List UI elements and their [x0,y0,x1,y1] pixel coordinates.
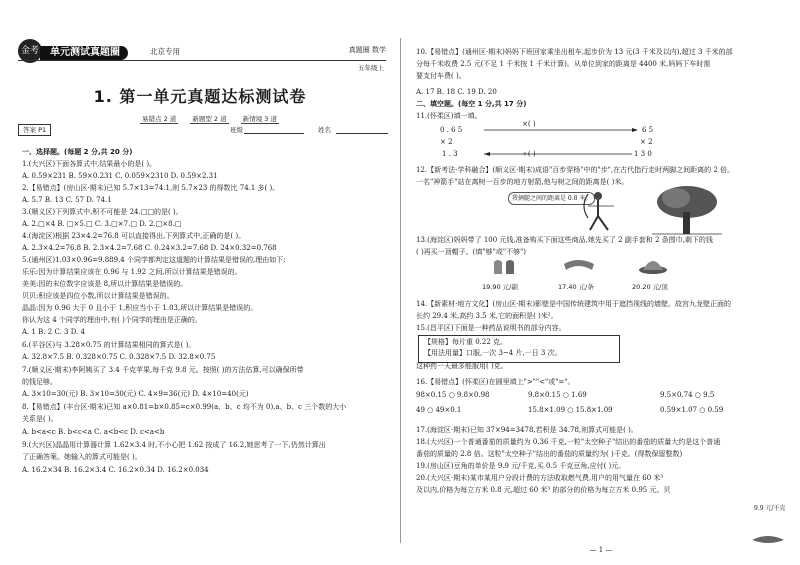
question-line: 美美:因的末位数字应该是 8,所以计算结果是错误的。 [22,280,188,288]
hat-icon [638,254,668,276]
question-line: A. b<a<c B. b<c<a C. a<b<c D. c<a<b [22,428,165,436]
section-heading: 一、选择题。(每题 2 分,共 20 分) [22,148,133,156]
question-line: 要支付车费( )。 [416,72,466,80]
hat-price: 20.20 元/顶 [632,283,668,291]
class-label: 班级 [230,126,243,134]
question-line: 4.(海淀区)根据 23×4.2=76.8 可以直接得出,下列算式中,正确的是( )。 [22,232,246,240]
question-line: 3.(顺义区)下列算式中,积不可能是 24.□□的是( )。 [22,208,183,216]
question-line: A. 17 B. 18 C. 19 D. 20 [416,88,497,96]
page-number: — 1 — [589,546,613,554]
question-line: A. 0.59×231 B. 59×0.231 C. 0.059×2310 D. 0.59×2.31 [22,172,218,180]
q16-item: 49 ○ 49×0.1 [416,406,462,414]
q11-row3-left: 1 . 3 [442,150,458,158]
question-line: 10.【易错点】(通州区·期末)妈妈下班回家乘坐出租车,起步价为 13 元(3 千米及以内),超过 3 千米的部 [416,48,733,56]
question-line: 番茄的质量的 2.8 倍。这粒"太空种子"结出的番茄的质量约为( )千克。(得数保留整数) [416,450,683,458]
question-line: 18.(大兴区)一个普通番茄的质量约为 0.36 千克,一粒"太空种子"结出的番茄的质量大约是这个普通 [416,438,721,446]
question-line: 了正确答案。她输入的算式可能是( )。 [22,453,142,461]
price-tag: 9.9 元/千克 [754,505,786,512]
question-line: 贝贝:积应该是四位小数,所以计算结果是错误的。 [22,292,174,300]
chili-pepper-icon [750,534,786,546]
q11-row2-left: × 2 [440,138,453,146]
question-line: 晶晶:因为 0.96 大于 0 且小于 1,积应当小于 1.03,所以计算结果是错误的。 [22,304,258,312]
student-info-row [18,124,388,136]
question-line: 19.(房山区)豆角的单价是 9.9 元/千克,买 0.5 千克豆角,应付( )元。 [416,462,626,470]
scarf-icon [562,256,596,276]
archer-figure-icon [580,190,620,232]
question-line: 12.【新考法·学科融合】(顺义区·期末)成语"百步穿杨"中的"步",在古代指行走时两脚之间距离的 2 倍。 [416,166,735,174]
section-heading: 二、填空题。(每空 1 分,共 17 分) [416,100,527,108]
question-line: 5.(通州区)1.03×0.96=9.889,4 个同学都判定这道题的计算结果是错误的,理由如下: [22,256,286,264]
question-line: 17.(海淀区·期末)已知 37×94=3478,若积是 34.78,则算式可能是( )。 [416,426,638,434]
series-label: 真题圈 数学 [348,46,386,54]
q11-row2-right: × 2 [640,138,653,146]
question-line: 关系是( )。 [22,415,58,423]
question-line: 的钱足够。 [22,378,57,386]
medicine-spec: 【规格】每片重 0.22 克。 [424,338,508,346]
question-line: 13.(海淀区)妈妈带了 100 元钱,准备购买下面这些商品,她先买了 2 副手套和 2 条围巾,剩下的钱 [416,236,713,244]
q11-row3-op: ÷( ) [522,150,536,158]
question-line: 2.【易错点】(房山区·期末)已知 5.7×13=74.1,则 5.7×23 的得数比 74.1 多( )。 [22,184,280,192]
q11-row1-right: 6 5 [642,126,654,134]
q16-item: 15.8×1.09 ○ 15.8×1.09 [528,406,613,414]
tag-item: 新题型 2 道 [192,115,227,123]
question-line: 9.(大兴区)晶晶用计算器计算 1.62×3.4 时,不小心把 1.62 按成了 16.2,她思考了一下,仍然计算出 [22,441,326,449]
right-column [402,0,800,565]
question-line: 乐乐:因为计算结果应该在 0.96 与 1.92 之间,所以计算结果是错误的。 [22,268,242,276]
q11-row3-right: 1 3 0 [634,150,652,158]
name-input-line[interactable] [336,133,388,134]
question-line: 20.(大兴区·期末)某市某用户分段计费的方法收取燃气费,用户的用气量在 60 米³ [416,474,664,482]
question-line: 长约 29.4 米,高约 3.5 米,它的面积是( )米²。 [416,312,558,320]
question-line: 分每千米收费 2.5 元(不足 1 千米按 1 千米计算)。从单位到家的距离是 4400 米,妈妈下车时需 [416,60,711,68]
header-divider [18,60,386,61]
question-line: 一名"神箭手"站在离树一百步的地方射箭,他与树之间的距离是( )米。 [416,178,629,186]
question-line: 15.(昌平区)下面是一种药品说明书的部分内容。 [416,324,566,332]
difficulty-tags [140,114,289,124]
q11-row1-op: ×( ) [522,120,536,128]
question-line: A. 32.8×7.5 B. 0.328×0.75 C. 0.328×7.5 D. 32.8×0.75 [22,353,216,361]
question-line: 7.(顺义区·期末)李阿姨买了 3.4 千克苹果,每千克 9.8 元。按照( )的方法估算,可以确保所带 [22,366,304,374]
brand-title: 单元测试真题圈 [40,46,128,60]
q16-item: 9.5×0.74 ○ 9.5 [660,391,715,399]
q16-item: 98×0.15 ○ 9.8×0.98 [416,391,490,399]
tree-icon [652,184,722,236]
question-line: 6.(平谷区)与 3.28×0.75 的计算结果相同的算式是( )。 [22,341,196,349]
question-line: 1.(大兴区)下面各算式中,结果最小的是( )。 [22,160,157,168]
name-label: 姓名 [318,126,331,134]
tag-item: 新情境 3 道 [242,115,277,123]
gloves-price: 19.90 元/副 [482,283,518,291]
question-line: A. 1 B. 2 C. 3 D. 4 [22,328,85,336]
scarf-price: 17.40 元/条 [558,283,594,291]
q16-item: 0.59×1.07 ○ 0.59 [660,406,724,414]
question-line: 8.【易错点】(丰台区·期末)已知 a×0.81=b×0.85=c×0.99(a、b、c 均不为 0),a、b、c 三个数的大小 [22,403,347,411]
q11-arrows [482,128,642,158]
class-input-line[interactable] [244,133,304,134]
answer-tag: 答案 P1 [18,124,51,136]
question-line: ( )再买一顶帽子。(填"够"或"不够") [416,248,527,256]
page-title: 1. 第一单元真题达标测试卷 [93,87,307,106]
column-divider [400,38,401,543]
question-line: 11.(怀柔区)填一填。 [416,112,482,120]
question-line: 14.【新素材·地方文化】(房山区·期末)影壁是中国传统建筑中用于遮挡视线的墙壁。故宫九龙壁正面的 [416,300,732,308]
question-line: A. 3×10=30(元) B. 3×10=30(元) C. 4×9=36(元) D. 4×10=40(元) [22,390,249,398]
question-line: A. 5.7 B. 13 C. 57 D. 74.1 [22,196,112,204]
question-line: 你认为这 4 个同学的理由中,有( )个同学的理由是正确的。 [22,316,202,324]
tag-item: 易错点 2 道 [142,115,177,123]
q12-speech-bubble: 我俩腿之间的距离是 0.8 米。 [508,192,595,205]
q11-row1-left: 0 . 6 5 [440,126,463,134]
question-line: 16.【易错点】(怀柔区)在圆里填上">""<"或"="。 [416,378,575,386]
grade-label: 五年级上 [358,64,384,72]
question-line: A. 16.2×34 B. 16.2×3.4 C. 16.2×0.34 D. 16.2×0.034 [22,466,209,474]
q16-item: 9.8×0.15 ○ 1.69 [528,391,587,399]
medicine-dosage: 【用法用量】口服,一次 3~4 片,一日 3 次。 [424,349,562,357]
edition-label: 北京专用 [150,47,180,56]
question-line: A. 2.3×4.2=76.8 B. 2.3×4.2=7.68 C. 0.24×3.2=7.68 D. 24×0.32=0.768 [22,244,277,252]
question-line: 这种药一天最多能服用( )克。 [416,362,508,370]
gloves-icon [490,256,520,276]
question-line: A. 2.□×4 B. □×5.□ C. 3.□×7.□ D. 2.□×8.□ [22,220,182,228]
brand-logo-icon: 金考 [18,39,42,63]
question-line: 及以内,价格为每立方米 0.8 元,超过 60 米³ 的部分的价格为每立方米 0.95 元。贝 [416,486,671,494]
header-bar [18,44,386,72]
